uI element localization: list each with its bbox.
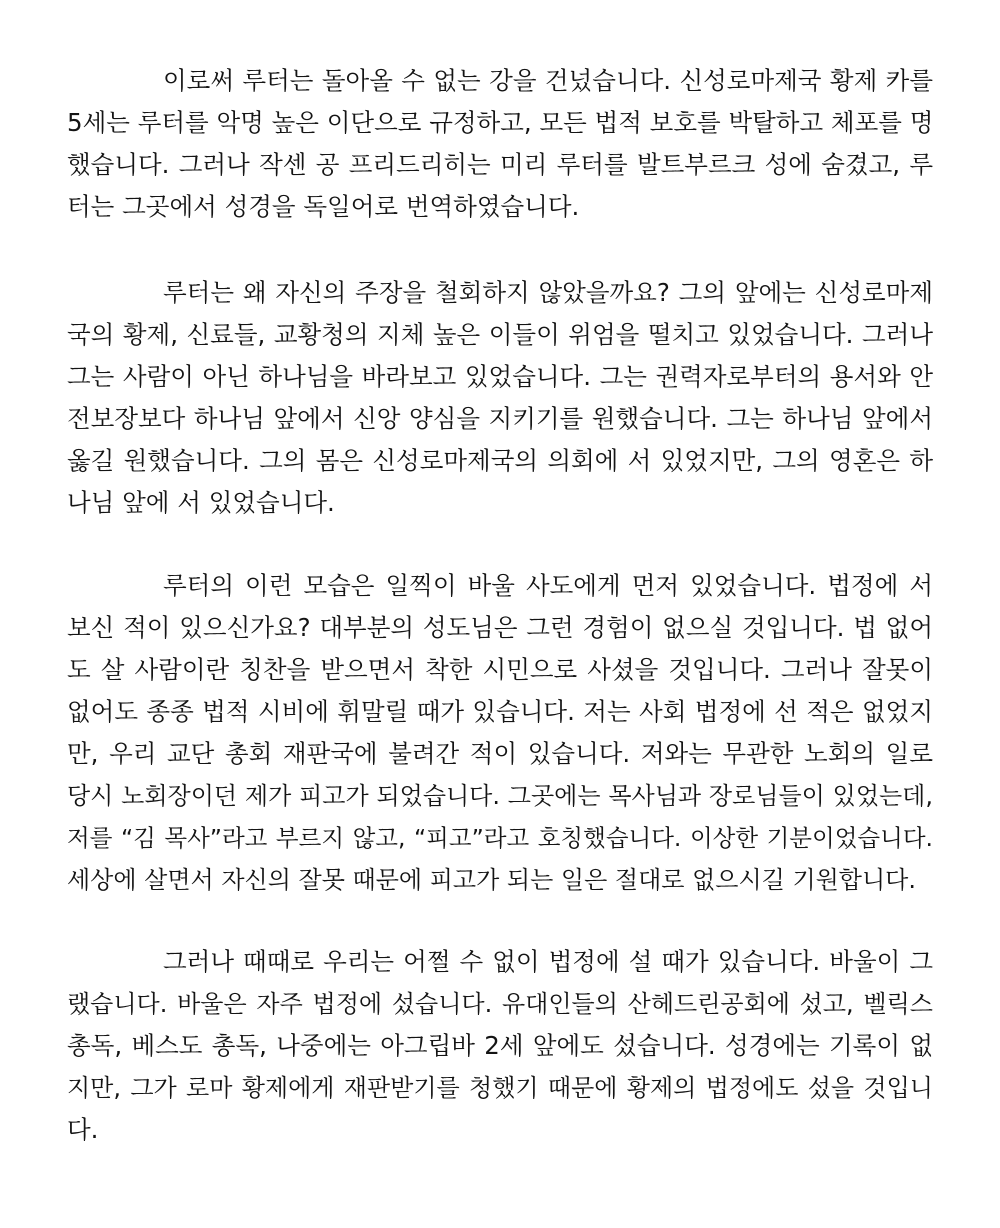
paragraph-4 (67, 941, 933, 1151)
text-line: 도 살 사람이란 칭찬을 받으면서 착한 시민으로 사셨을 것입니다. 그러나 잘못이 (67, 655, 933, 684)
paragraph-2 (67, 272, 933, 524)
paragraph-1 (67, 60, 933, 228)
text-line: 이로써 루터는 돌아올 수 없는 강을 건넜습니다. 신성로마제국 황제 카를 (163, 66, 933, 95)
text-line: 랬습니다. 바울은 자주 법정에 섰습니다. 유대인들의 산헤드린공회에 섰고, 벨릭스 (67, 990, 933, 1018)
text-line: 지만, 그가 로마 황제에게 재판받기를 청했기 때문에 황제의 법정에도 섰을 것입니 (67, 1074, 933, 1102)
text-line: 총독, 베스도 총독, 나중에는 아그립바 2세 앞에도 섰습니다. 성경에는 기록이 없 (67, 1031, 933, 1060)
text-line: 보신 적이 있으신가요? 대부분의 성도님은 그런 경험이 없으실 것입니다. 법 없어 (67, 613, 933, 642)
text-line: 5세는 루터를 악명 높은 이단으로 규정하고, 모든 법적 보호를 박탈하고 체포를 명 (67, 108, 934, 137)
text-line: 당시 노회장이던 제가 피고가 되었습니다. 그곳에는 목사님과 장로님들이 있었는데, (67, 782, 933, 810)
text-line: 전보장보다 하나님 앞에서 신앙 양심을 지키기를 원했습니다. 그는 하나님 앞에서 (67, 404, 933, 433)
text-line: 터는 그곳에서 성경을 독일어로 번역하였습니다. (67, 192, 580, 221)
text-line: 세상에 살면서 자신의 잘못 때문에 피고가 되는 일은 절대로 없으시길 기원합니다. (67, 866, 916, 894)
text-line: 국의 황제, 신료들, 교황청의 지체 높은 이들이 위엄을 떨치고 있었습니다. 그러나 (67, 320, 933, 349)
text-line: 루터는 왜 자신의 주장을 철회하지 않았을까요? 그의 앞에는 신성로마제 (163, 278, 933, 307)
text-line: 다. (67, 1115, 99, 1144)
text-line: 없어도 종종 법적 시비에 휘말릴 때가 있습니다. 저는 사회 법정에 선 적은 없었지 (67, 697, 933, 726)
paragraph-3 (67, 565, 933, 901)
text-line: 나님 앞에 서 있었습니다. (67, 488, 335, 517)
text-line: 만, 우리 교단 총회 재판국에 불려간 적이 있습니다. 저와는 무관한 노회의 일로 (67, 739, 933, 768)
text-line: 저를 “김 목사”라고 부르지 않고, “피고”라고 호칭했습니다. 이상한 기분이었습니다. (67, 824, 933, 852)
text-line: 그는 사람이 아닌 하나님을 바라보고 있었습니다. 그는 권력자로부터의 용서와 안 (67, 362, 933, 391)
text-line: 했습니다. 그러나 작센 공 프리드리히는 미리 루터를 발트부르크 성에 숨겼고, 루 (67, 150, 933, 179)
text-line: 그러나 때때로 우리는 어쩔 수 없이 법정에 설 때가 있습니다. 바울이 그 (163, 947, 933, 976)
text-line: 옳길 원했습니다. 그의 몸은 신성로마제국의 의회에 서 있었지만, 그의 영혼은 하 (67, 446, 933, 475)
text-line: 루터의 이런 모습은 일찍이 바울 사도에게 먼저 있었습니다. 법정에 서 (163, 571, 933, 600)
